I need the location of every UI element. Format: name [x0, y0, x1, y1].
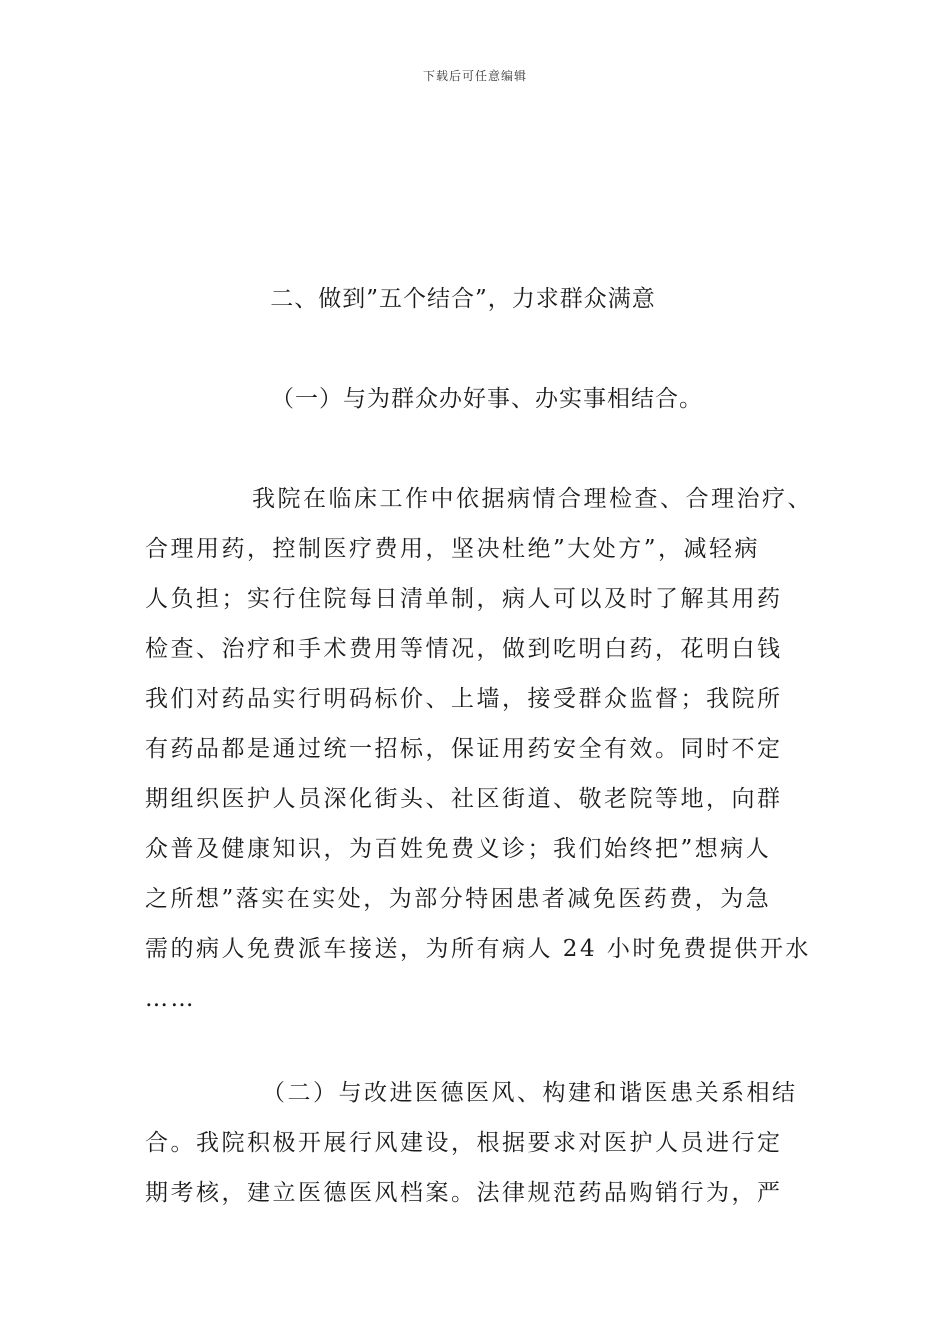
subsection-heading: （一）与为群众办好事、办实事相结合。	[271, 386, 703, 412]
paragraph-line: 合理用药，控制医疗费用，坚决杜绝”大处方”，减轻病	[145, 536, 761, 562]
paragraph-line: 检查、治疗和手术费用等情况，做到吃明白药，花明白钱	[145, 636, 783, 662]
paragraph-line: 人负担；实行住院每日清单制，病人可以及时了解其用药	[145, 586, 783, 612]
paragraph-line: 我们对药品实行明码标价、上墙，接受群众监督；我院所	[145, 686, 783, 712]
paragraph-line: ……	[145, 986, 196, 1012]
paragraph-line: 需的病人免费派车接送，为所有病人 24 小时免费提供开水	[145, 936, 811, 962]
body-paragraph-1	[145, 474, 825, 1024]
body-paragraph-2	[145, 1068, 825, 1218]
paragraph-line: 有药品都是通过统一招标，保证用药安全有效。同时不定	[145, 736, 783, 762]
paragraph-line: 众普及健康知识，为百姓免费义诊；我们始终把”想病人	[145, 836, 772, 862]
paragraph-line: 之所想”落实在实处，为部分特困患者减免医药费，为急	[145, 886, 772, 912]
paragraph-line: 我院在临床工作中依据病情合理检查、合理治疗、	[252, 486, 813, 512]
paragraph-line: 期组织医护人员深化街头、社区街道、敬老院等地，向群	[145, 786, 783, 812]
paragraph-line: （二）与改进医德医风、构建和谐医患关系相结	[262, 1080, 798, 1106]
paragraph-line: 期考核，建立医德医风档案。法律规范药品购销行为，严	[145, 1180, 783, 1206]
section-heading: 二、做到”五个结合”，力求群众满意	[270, 286, 656, 312]
paragraph-line: 合。我院积极开展行风建设，根据要求对医护人员进行定	[145, 1130, 783, 1156]
header-note: 下载后可任意编辑	[422, 69, 527, 83]
